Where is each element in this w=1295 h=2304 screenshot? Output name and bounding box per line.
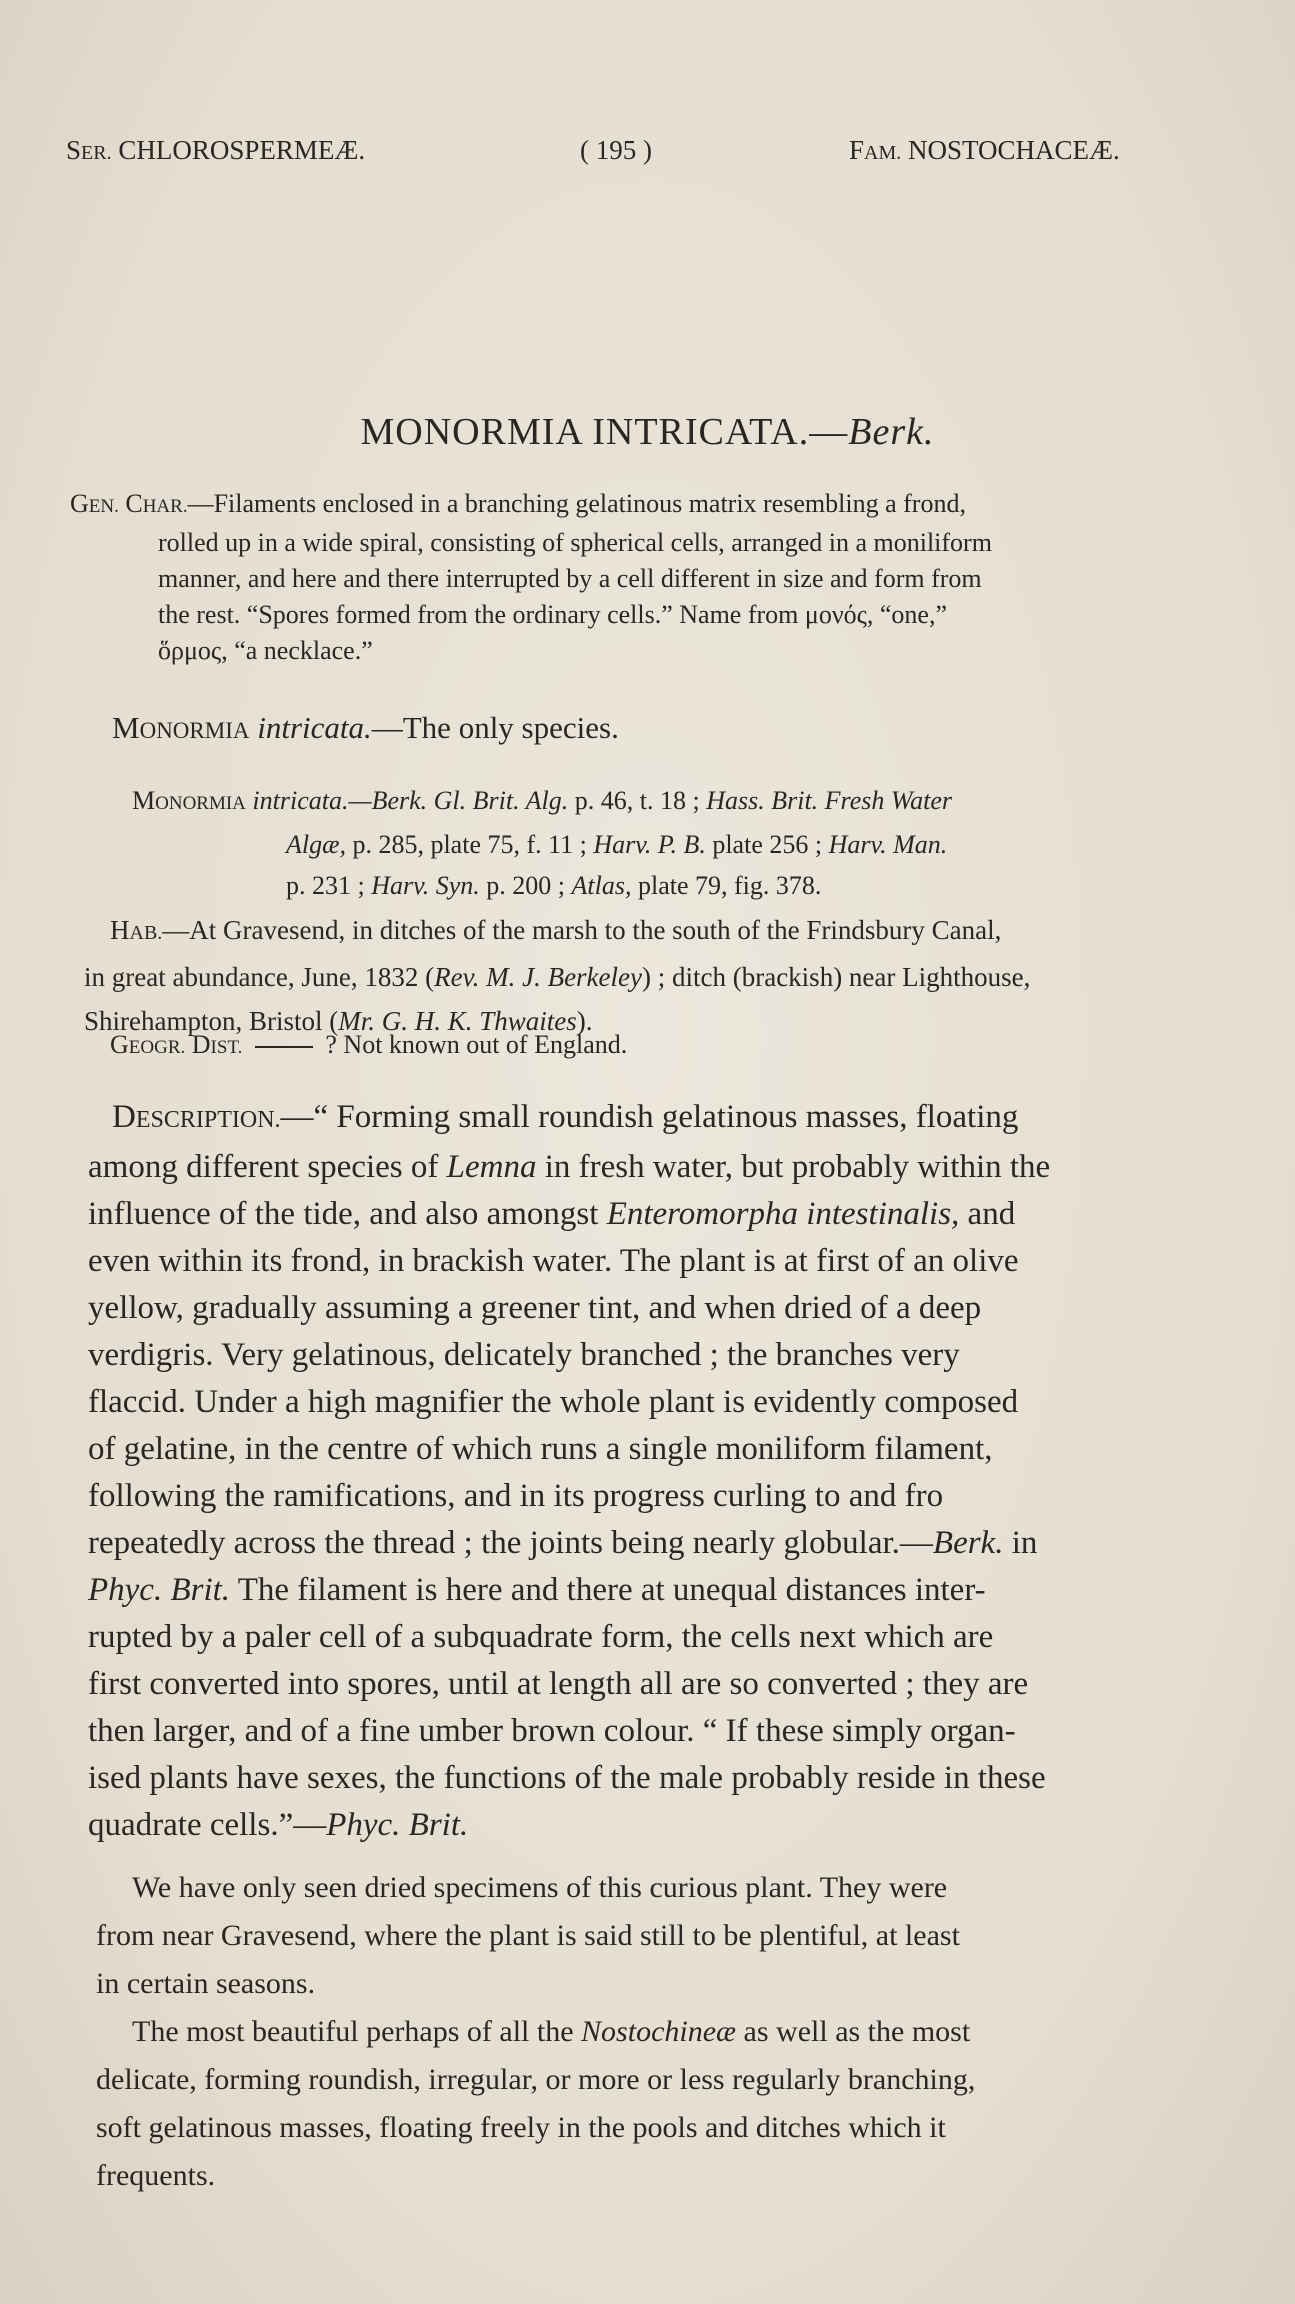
only-species-rest: —The only species. <box>371 710 619 745</box>
header-series-name: CHLOROSPERMEÆ. <box>118 135 366 165</box>
remarks-p1-line-2: from near Gravesend, where the plant is said still to be plentiful, at least <box>96 1919 960 1952</box>
gen-label-small: EN. <box>88 496 119 517</box>
remarks-p2-line-3: soft gelatinous masses, floating freely in the pools and ditches which it <box>96 2111 946 2144</box>
habitat-3-a: Shirehampton, Bristol ( <box>84 1006 339 1036</box>
remarks-p2-line-4: frequents. <box>96 2159 216 2192</box>
syn-1-it: intricata.—Berk. Gl. Brit. Alg. <box>252 786 569 815</box>
gen-char-line-3: manner, and here and there interrupted by a cell different in size and form from <box>158 564 982 593</box>
syn-2-it: Algæ, <box>286 830 346 859</box>
desc-line-12: rupted by a paler cell of a subquadrate form, the cells next which are <box>88 1619 994 1655</box>
syn-2-a: p. 285, plate 75, f. 11 ; <box>345 830 594 859</box>
desc-line-6: verdigris. Very gelatinous, delicately branched ; the branches very <box>88 1337 960 1373</box>
desc-line-7: flaccid. Under a high magnifier the whole plant is evidently composed <box>88 1384 1019 1420</box>
habitat-line-1 <box>84 908 1030 955</box>
page-title <box>0 410 1295 454</box>
desc-16-a: quadrate cells.”— <box>88 1807 327 1843</box>
header-series-small: ER. <box>81 142 112 164</box>
desc-10-it: Berk. <box>932 1525 1004 1561</box>
desc-line-2 <box>88 1144 1050 1191</box>
geogr-cap: G <box>110 1030 129 1059</box>
remarks-p1-line-3: in certain seasons. <box>96 1967 316 2000</box>
only-species-italic: intricata. <box>257 710 372 745</box>
syn-3-it: Harv. Syn. <box>371 871 480 900</box>
char-label-small: HAR. <box>142 496 188 517</box>
gen-label-cap: G <box>70 489 89 518</box>
habitat-2-b: ) ; ditch (brackish) near Lighthouse, <box>642 962 1031 992</box>
remarks-p2-line-2: delicate, forming roundish, irregular, or more or less regularly branching, <box>96 2063 976 2096</box>
desc-11-it: Phyc. Brit. <box>88 1572 231 1608</box>
syn-1-it2: Hass. Brit. Fresh Water <box>706 786 953 815</box>
synonymy-small: ONORMIA <box>155 793 246 814</box>
desc-line-16 <box>88 1802 1050 1849</box>
desc-cap: D <box>112 1099 136 1135</box>
syn-2-b: plate 256 ; <box>705 830 829 859</box>
habitat-2-a: in great abundance, June, 1832 ( <box>84 962 435 992</box>
desc-10-b: in <box>1003 1525 1038 1561</box>
habitat-small: AB. <box>129 922 163 944</box>
desc-2-it: Lemna <box>446 1149 537 1185</box>
syn-3-c: plate 79, fig. 378. <box>631 871 822 900</box>
title-genus: MONORMIA INTRICATA.— <box>360 411 849 453</box>
syn-1-a: p. 46, t. 18 ; <box>568 786 707 815</box>
generic-character <box>70 486 992 669</box>
running-header-right <box>849 135 1120 166</box>
page-number: ( 195 ) <box>580 135 652 165</box>
desc-small: ESCRIPTION. <box>135 1107 281 1133</box>
desc-line-3 <box>88 1191 1050 1238</box>
only-species-cap: M <box>112 710 140 745</box>
desc-11-b: The filament is here and there at unequal distances inter- <box>230 1572 986 1608</box>
remarks-p2-1-b: as well as the most <box>736 2015 971 2048</box>
dist-small: IST. <box>210 1037 243 1058</box>
gen-char-line-1 <box>70 486 992 525</box>
only-species-small: ONORMIA <box>139 718 250 743</box>
desc-10-a: repeatedly across the thread ; the joints being nearly globular.— <box>88 1525 933 1561</box>
desc-3-a: influence of the tide, and also amongst <box>88 1196 607 1232</box>
habitat-line-2 <box>84 955 1030 999</box>
distribution-text: ? Not known out of England. <box>325 1030 628 1059</box>
geographic-distribution <box>110 1030 627 1060</box>
desc-line-5: yellow, gradually assuming a greener tint, and when dried of a deep <box>88 1290 982 1326</box>
title-author: Berk. <box>848 411 935 453</box>
syn-3-b: p. 200 ; <box>479 871 572 900</box>
desc-line-1 <box>88 1094 1050 1144</box>
habitat-cap: H <box>110 915 130 945</box>
desc-3-b: and <box>959 1196 1016 1232</box>
remarks-p2-1-a: The most beautiful perhaps of all the <box>132 2015 582 2048</box>
desc-line-11 <box>88 1567 1050 1614</box>
remarks-p2-line-1 <box>96 2008 975 2056</box>
desc-line-10 <box>88 1520 1050 1567</box>
desc-line-15: ised plants have sexes, the functions of the male probably reside in these <box>88 1760 1046 1796</box>
desc-16-it: Phyc. Brit. <box>326 1807 469 1843</box>
synonymy <box>132 780 952 906</box>
desc-line-4: even within its frond, in brackish water. The plant is at first of an olive <box>88 1243 1019 1279</box>
syn-2-it3: Harv. Man. <box>828 830 948 859</box>
gen-char-line-4: the rest. “Spores formed from the ordinary cells.” Name from μονός, “one,” <box>158 600 948 629</box>
desc-line-8: of gelatine, in the centre of which runs a single moniliform filament, <box>88 1431 993 1467</box>
desc-line-13: first converted into spores, until at length all are so converted ; they are <box>88 1666 1029 1702</box>
remarks <box>96 1864 975 2200</box>
desc-line-14: then larger, and of a fine umber brown colour. “ If these simply organ- <box>88 1713 1016 1749</box>
dist-cap: D <box>191 1030 211 1059</box>
synonymy-line-2 <box>132 824 952 865</box>
synonymy-line-1 <box>132 780 952 824</box>
desc-line-9: following the ramifications, and in its progress curling to and fro <box>88 1478 944 1514</box>
header-family-small: AM. <box>864 142 902 164</box>
desc-2-a: among different species of <box>88 1149 447 1185</box>
habitat-collector-2: Mr. G. H. K. Thwaites <box>338 1006 577 1036</box>
header-family-name: NOSTOCHACEÆ. <box>908 135 1120 165</box>
header-family-cap: F <box>849 135 865 165</box>
description <box>88 1094 1050 1849</box>
habitat-text-1: —At Gravesend, in ditches of the marsh to the south of the Frindsbury Canal, <box>162 915 1002 945</box>
syn-3-it2: Atlas, <box>571 871 632 900</box>
char-label-cap: C <box>125 489 143 518</box>
remarks-p1-line-1: We have only seen dried specimens of this curious plant. They were <box>132 1871 948 1904</box>
desc-3-it: Enteromorpha intestinalis, <box>606 1196 960 1232</box>
geogr-small: EOGR. <box>128 1037 186 1058</box>
header-series-cap: S <box>66 135 82 165</box>
synonymy-line-3 <box>132 865 952 906</box>
gen-char-line-2: rolled up in a wide spiral, consisting of spherical cells, arranged in a moniliform <box>158 528 992 557</box>
habitat-3-b: ). <box>576 1006 593 1036</box>
habitat <box>84 908 1030 1043</box>
blank-rule <box>255 1046 313 1048</box>
habitat-collector-1: Rev. M. J. Berkeley <box>434 962 642 992</box>
desc-2-b: in fresh water, but probably within the <box>536 1149 1051 1185</box>
gen-char-text-1: —Filaments enclosed in a branching gelatinous matrix resembling a frond, <box>187 489 966 518</box>
gen-char-line-5: ὅρμος, “a necklace.” <box>158 636 373 665</box>
synonymy-cap: M <box>132 786 156 815</box>
only-species-line <box>112 710 619 746</box>
desc-text-1: —“ Forming small roundish gelatinous masses, floating <box>280 1099 1019 1135</box>
syn-2-it2: Harv. P. B. <box>593 830 706 859</box>
syn-3-a: p. 231 ; <box>286 871 372 900</box>
remarks-p2-1-it: Nostochineæ <box>581 2015 737 2048</box>
running-header-left <box>66 135 365 166</box>
